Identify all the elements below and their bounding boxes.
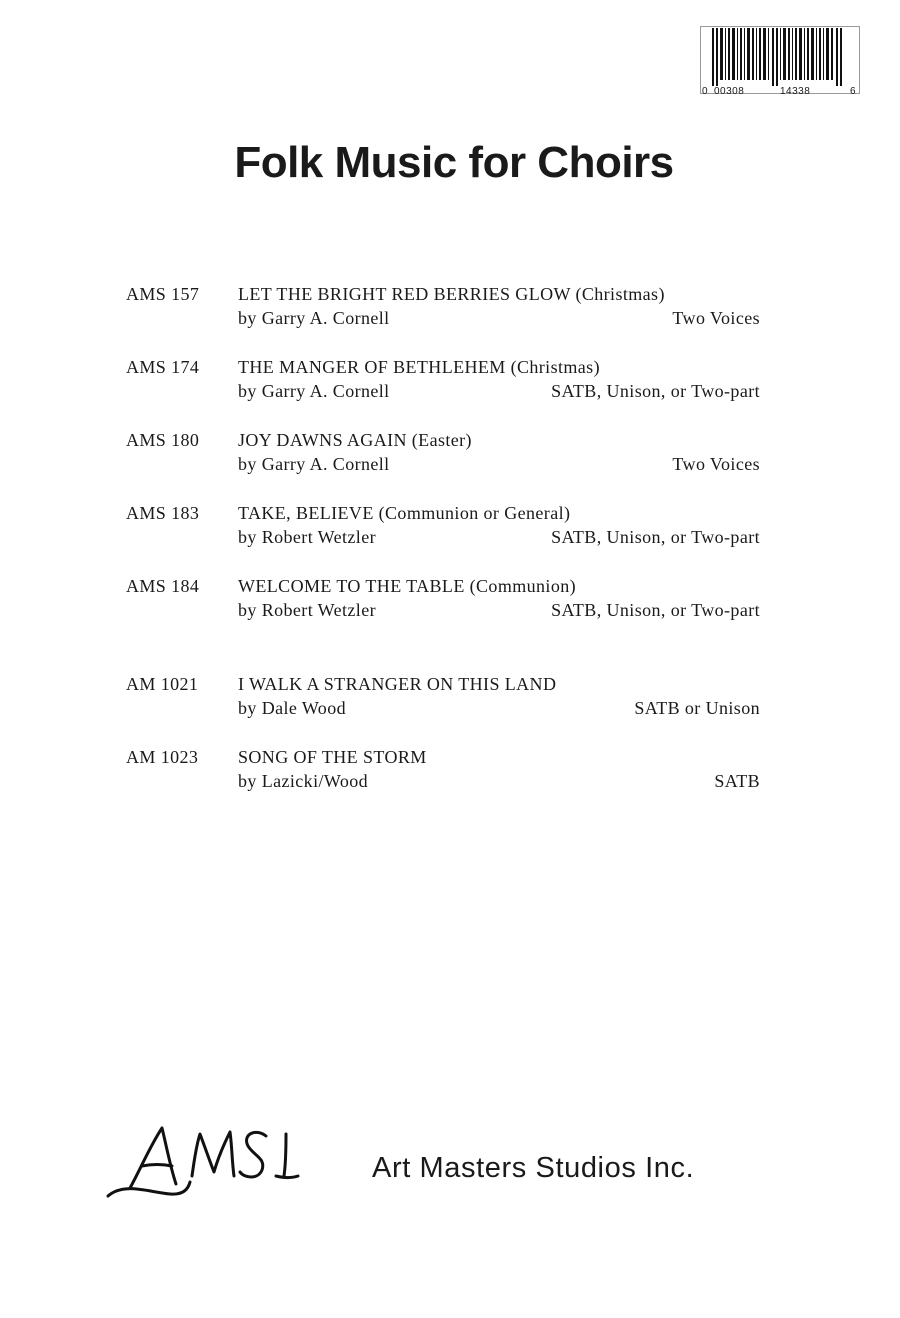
catalog-number: AM 1021 [126, 674, 199, 694]
song-title: WELCOME TO THE TABLE (Communion) [238, 576, 577, 596]
song-title: THE MANGER OF BETHLEHEM (Christmas) [238, 357, 600, 377]
list-item [0, 357, 900, 417]
voicing: SATB or Unison [634, 698, 760, 718]
composer: by Garry A. Cornell [238, 454, 390, 474]
barcode [700, 26, 862, 102]
catalog-number: AMS 157 [126, 284, 200, 304]
voicing: SATB [714, 771, 760, 791]
composer: by Garry A. Cornell [238, 381, 390, 401]
song-title: JOY DAWNS AGAIN (Easter) [238, 430, 472, 450]
composer: by Dale Wood [238, 698, 347, 718]
composer: by Robert Wetzler [238, 527, 376, 547]
composer: by Robert Wetzler [238, 600, 376, 620]
barcode-digit-left: 0 [702, 86, 709, 97]
voicing: Two Voices [672, 308, 760, 328]
list-item [0, 503, 900, 563]
amsi-logo [100, 1110, 320, 1220]
song-title: LET THE BRIGHT RED BERRIES GLOW (Christmas) [238, 284, 665, 304]
voicing: SATB, Unison, or Two-part [551, 381, 760, 401]
list-item [0, 576, 900, 636]
voicing: Two Voices [672, 454, 760, 474]
list-item [0, 674, 900, 734]
list-item [0, 284, 900, 344]
company-name: Art Masters Studios Inc. [372, 1152, 695, 1184]
voicing: SATB, Unison, or Two-part [551, 527, 760, 547]
barcode-bars [710, 28, 850, 86]
song-title: TAKE, BELIEVE (Communion or General) [238, 503, 571, 523]
barcode-digits-group-2: 14338 [780, 86, 811, 97]
catalog-number: AMS 184 [126, 576, 200, 596]
catalog-number: AMS 180 [126, 430, 200, 450]
catalog-number: AM 1023 [126, 747, 199, 767]
song-title: I WALK A STRANGER ON THIS LAND [238, 674, 557, 694]
song-title: SONG OF THE STORM [238, 747, 427, 767]
list-item [0, 430, 900, 490]
composer: by Garry A. Cornell [238, 308, 390, 328]
barcode-digits-group-1: 00308 [714, 86, 745, 97]
barcode-digit-right: 6 [850, 86, 857, 97]
voicing: SATB, Unison, or Two-part [551, 600, 760, 620]
catalog-number: AMS 183 [126, 503, 200, 523]
composer: by Lazicki/Wood [238, 771, 369, 791]
list-item [0, 747, 900, 807]
catalog-number: AMS 174 [126, 357, 200, 377]
barcode-digits [700, 86, 862, 100]
publisher-footer [100, 1110, 820, 1220]
page-title: Folk Music for Choirs [234, 138, 674, 187]
